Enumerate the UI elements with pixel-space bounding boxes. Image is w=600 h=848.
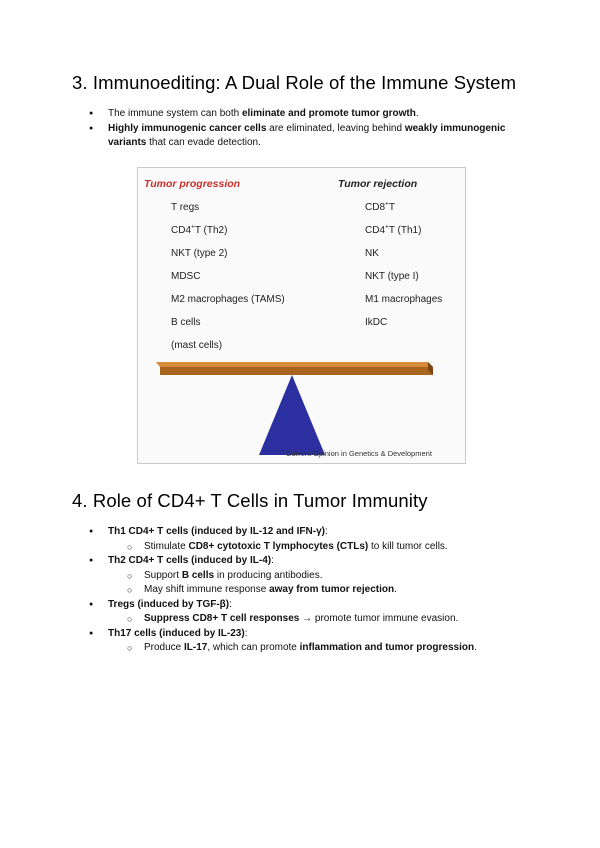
text: that can evade detection.: [146, 137, 261, 148]
tumor-progression-title: Tumor progression: [144, 178, 241, 190]
cell-name: CD8: [365, 202, 386, 213]
balance-beam: [160, 367, 433, 375]
progression-cell-5: B cells: [171, 317, 201, 328]
immune-balance-figure: [137, 167, 466, 464]
bullet-th17: [72, 627, 532, 642]
bold-text: Tregs (induced by TGF-β): [108, 598, 230, 610]
bold-text: CD8+ cytotoxic T lymphocytes (CTLs): [188, 540, 369, 552]
cell-name: CD4: [171, 225, 192, 236]
rejection-cell-3: NKT (type I): [365, 271, 419, 282]
bullet-dual-role: [72, 107, 532, 122]
section-4-bullets: [72, 525, 532, 656]
bold-text: away from tumor rejection: [269, 584, 395, 595]
cell-name: CD4: [365, 225, 386, 236]
section-3-bullets: [72, 107, 532, 151]
sub-bullet-th2-b-cells: [72, 569, 532, 584]
superscript: +: [385, 200, 389, 208]
bullet-th1: [72, 525, 532, 540]
balance-scale-graphic: [138, 168, 467, 465]
progression-cell-2: NKT (type 2): [171, 248, 228, 259]
progression-cell-0: T regs: [171, 202, 200, 213]
bold-text: Th17 cells (induced by IL-23): [108, 627, 245, 639]
rejection-cell-5: IkDC: [365, 317, 388, 328]
progression-cell-3: MDSC: [171, 271, 201, 282]
sub-bullet-tregs: [72, 612, 532, 627]
figure-source: Current Opinion in Genetics & Development: [286, 449, 432, 458]
bold-text: weakly immunogenic variants: [108, 122, 506, 148]
bullet-th2: [72, 554, 532, 569]
progression-cell-6: (mast cells): [171, 340, 223, 351]
progression-cell-4: M2 macrophages (TAMS): [171, 294, 285, 305]
cell-name-suffix: T (Th2): [194, 225, 228, 236]
bold-text: IL-17: [184, 642, 208, 653]
text: Stimulate: [144, 540, 189, 552]
superscript: +: [191, 223, 195, 231]
text: .: [415, 108, 419, 119]
superscript: +: [385, 223, 389, 231]
fulcrum-triangle: [259, 375, 325, 455]
balance-beam-top: [156, 362, 433, 367]
bold-text: Th1 CD4+ T cells (induced by IL-12 and IFN-γ): [108, 526, 325, 537]
bold-text: Th2 CD4+ T cells (induced by IL-4): [108, 555, 272, 566]
text: :: [229, 598, 232, 610]
text: May shift immune response: [144, 584, 270, 595]
cell-name-suffix: T: [388, 202, 395, 213]
bold-text: eliminate and promote tumor growth: [241, 108, 416, 119]
bold-text: Suppress CD8+ T cell responses: [144, 613, 300, 624]
section-3-heading: 3. Immunoediting: A Dual Role of the Immune System: [72, 72, 517, 93]
text: .: [394, 584, 397, 595]
sub-bullet-th2-shift: [72, 583, 532, 598]
bold-text: inflammation and tumor progression: [299, 642, 475, 653]
text: to kill tumor cells.: [368, 540, 448, 552]
sub-bullet-th1: [72, 540, 532, 555]
rejection-cell-4: M1 macrophages: [365, 294, 443, 305]
text: Produce: [144, 642, 185, 653]
bullet-tregs: [72, 598, 532, 613]
text: :: [271, 555, 274, 566]
text: are eliminated, leaving behind: [266, 122, 405, 134]
section-4-heading: 4. Role of CD4+ T Cells in Tumor Immunity: [72, 490, 428, 511]
text: → promote tumor immune evasion.: [299, 613, 459, 624]
bold-text: B cells: [181, 569, 215, 581]
bullet-immunogenic: [72, 122, 532, 151]
text: :: [324, 526, 328, 537]
rejection-cell-2: NK: [365, 248, 379, 259]
text: Support: [144, 569, 182, 581]
text: in producing antibodies.: [214, 569, 323, 581]
bold-text: Highly immunogenic cancer cells: [108, 122, 267, 134]
sub-bullet-th17: [72, 641, 532, 656]
text: :: [244, 627, 248, 639]
text: The immune system can both: [108, 108, 242, 119]
tumor-rejection-title: Tumor rejection: [338, 178, 418, 190]
text: .: [474, 642, 477, 653]
cell-name-suffix: T (Th1): [388, 225, 422, 236]
text: , which can promote: [207, 642, 300, 653]
